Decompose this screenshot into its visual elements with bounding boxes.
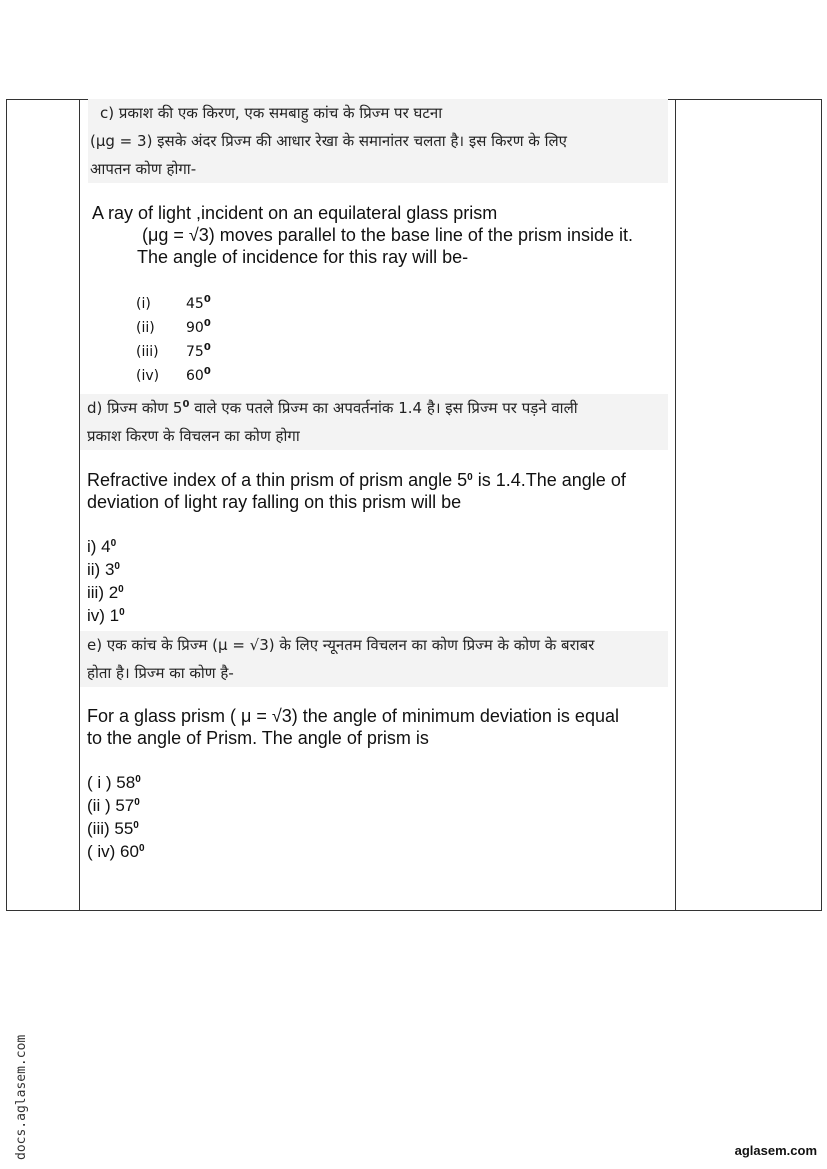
question-d-english-1: Refractive index of a thin prism of prism angle $5^0$ is 1.4.The angle of bbox=[87, 470, 626, 490]
question-d-hindi: d) प्रिज्म कोण $5^0$ वाले एक पतले प्रिज्म का अपवर्तनांक 1.4 है। इस प्रिज्म पर पड़ने वाली प्रकाश किरण के विचलन का कोण होगा bbox=[80, 394, 668, 450]
question-d-options bbox=[80, 535, 674, 627]
option-row: iii) $2^0$ bbox=[87, 583, 124, 602]
column-divider-right bbox=[675, 100, 676, 910]
question-e-hindi: e) एक कांच के प्रिज्म (μ = √3) के लिए न्यूनतम विचलन का कोण प्रिज्म के कोण के बराबर होता है। प्रिज्म का कोण है- bbox=[80, 631, 668, 687]
footer-watermark: aglasem.com bbox=[734, 1143, 817, 1158]
option-row: iv) $1^0$ bbox=[87, 606, 125, 625]
option-row: (iv) $60^0$ bbox=[136, 366, 211, 384]
question-d-english-2: deviation of light ray falling on this prism will be bbox=[87, 492, 462, 512]
option-row: (iii) $75^0$ bbox=[136, 342, 211, 360]
question-c-options bbox=[80, 292, 674, 388]
option-row: ( i ) $58^0$ bbox=[87, 773, 141, 792]
option-row: ii) $3^0$ bbox=[87, 560, 120, 579]
option-row: (ii ) $57^0$ bbox=[87, 796, 140, 815]
question-c-english-3: The angle of incidence for this ray will be- bbox=[137, 247, 469, 267]
option-row: (ii) $90^0$ bbox=[136, 318, 211, 336]
question-e-english-2: to the angle of Prism. The angle of prism is bbox=[87, 728, 429, 748]
option-row: i) $4^0$ bbox=[87, 537, 117, 556]
question-content bbox=[80, 99, 674, 863]
question-e-english-1: For a glass prism ( μ = √3) the angle of minimum deviation is equal bbox=[87, 706, 619, 726]
question-c-english-2: (μg = √3) moves parallel to the base line of the prism inside it. bbox=[142, 225, 633, 245]
option-row: ( iv) $60^0$ bbox=[87, 842, 145, 861]
side-watermark: docs.aglasem.com bbox=[14, 1034, 29, 1160]
question-e-options bbox=[80, 771, 674, 863]
question-c-hindi: c) प्रकाश की एक किरण, एक समबाहु कांच के प्रिज्म पर घटना (μg = 3) इसके अंदर प्रिज्म की आधार रेखा के समानांतर चलता है। इस किरण के लिए आपतन कोण होगा- bbox=[88, 99, 668, 183]
option-row: (iii) $55^0$ bbox=[87, 819, 139, 838]
question-c-english-1: A ray of light ,incident on an equilateral glass prism bbox=[92, 203, 498, 223]
option-row: (i) $45^0$ bbox=[136, 294, 211, 312]
